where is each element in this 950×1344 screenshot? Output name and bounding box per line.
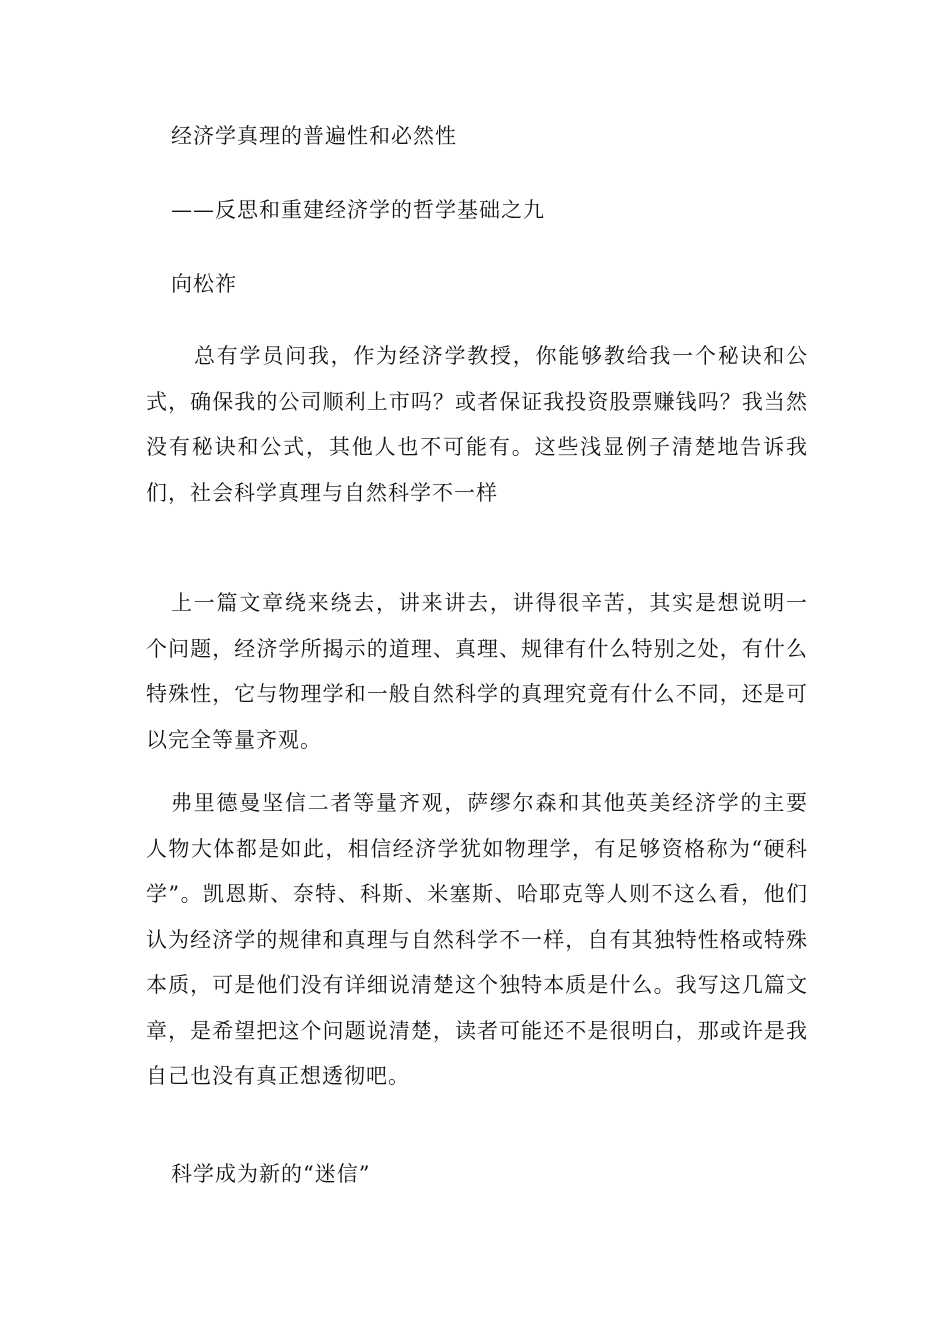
- paragraph-3: 弗里德曼坚信二者等量齐观，萨缪尔森和其他英美经济学的主要人物大体都是如此，相信经济学犹如物理学，有足够资格称为“硬科学”。凯恩斯、奈特、科斯、米塞斯、哈耶克等人则不这么看，他们认为经济学的规律和真理与自然科学不一样，自有其独特性格或特殊本质，可是他们没有详细说清楚这个独特本质是什么。我写这几篇文章，是希望把这个问题说清楚，读者可能还不是很明白，那或许是我自己也没有真正想透彻吧。: [146, 791, 808, 1088]
- paragraph-1: 总有学员问我，作为经济学教授，你能够教给我一个秘诀和公式，确保我的公司顺利上市吗？或者保证我投资股票赚钱吗？我当然没有秘诀和公式，其他人也不可能有。这些浅显例子清楚地告诉我们，社会科学真理与自然科学不一样: [146, 344, 808, 505]
- paragraph-2: 上一篇文章绕来绕去，讲来讲去，讲得很辛苦，其实是想说明一个问题，经济学所揭示的道理、真理、规律有什么特别之处，有什么特殊性，它与物理学和一般自然科学的真理究竟有什么不同，还是可以完全等量齐观。: [146, 591, 808, 752]
- document-title: 经济学真理的普遍性和必然性: [171, 124, 457, 148]
- document-subtitle: ——反思和重建经济学的哲学基础之九: [171, 198, 545, 222]
- section-heading: 科学成为新的“迷信”: [171, 1162, 371, 1186]
- author-name: 向松祚: [171, 272, 237, 296]
